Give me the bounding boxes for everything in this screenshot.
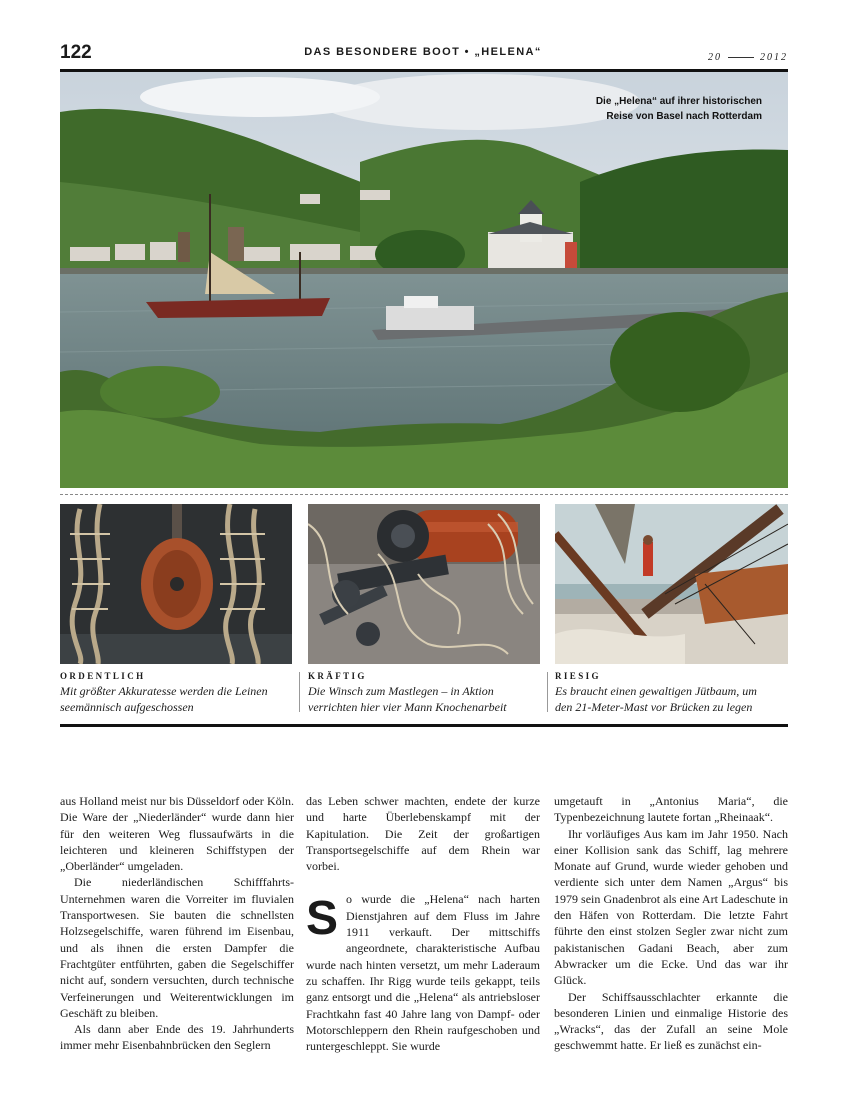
- page-number: 122: [60, 42, 92, 63]
- hero-caption-line1: Die „Helena“ auf ihrer historischen: [595, 96, 762, 107]
- paragraph: Die niederländischen Schifffahrts-Unternehmen waren die Vorreiter im fluvialen Transportwesen. Sie bauten die schnellsten Holzsegelschiffe, waren führend im Eisenbau, und als ihnen die ersten Dampfer die Frachtgüter entführten, gaben die Segelschiffer nicht auf, sondern versuchten, durch technische Verfeinerungen und Weiterentwicklungen im Geschäft zu bleiben.: [60, 875, 294, 1020]
- caption-line: seemännisch aufgeschossen: [60, 700, 194, 714]
- photo-ropes: [60, 504, 292, 664]
- caption-line: Die Winsch zum Mastlegen – in Aktion: [308, 684, 494, 698]
- issue-date: [708, 52, 788, 63]
- caption-separator: [547, 672, 548, 712]
- boom-illustration: [555, 504, 788, 664]
- photo-caption-3: [555, 671, 791, 715]
- issue-year: 2012: [760, 52, 788, 63]
- hero-caption: [596, 94, 762, 124]
- text-column-1: [60, 793, 294, 1054]
- photo-caption-1: [60, 671, 296, 715]
- text-column-3: [554, 793, 788, 1054]
- paragraph: umgetauft in „Antonius Maria“, die Typenbezeichnung lautete fortan „Rheinaak“.: [554, 794, 788, 825]
- hero-photo: [60, 72, 788, 488]
- hero-caption-line2: Reise von Basel nach Rotterdam: [606, 111, 762, 122]
- running-title: DAS BESONDERE BOOT • „HELENA“: [304, 46, 542, 58]
- caption-line: verrichten hier vier Mann Knochenarbeit: [308, 700, 507, 714]
- caption-label: RIESIG: [555, 671, 601, 681]
- paragraph: das Leben schwer machten, endete der kurze und harte Überlebenskampf mit der Kapitulation. Die Zeit der großartigen Transportsegelschiffe auf dem Rhein war vorbei.: [306, 794, 540, 874]
- caption-line: Mit größter Akkuratesse werden die Leinen: [60, 684, 268, 698]
- dotted-divider: [60, 494, 788, 495]
- winch-illustration: [308, 504, 540, 664]
- photo-caption-2: [308, 671, 544, 715]
- paragraph: aus Holland meist nur bis Düsseldorf oder Köln. Die Ware der „Niederländer“ wurde dann hier für den weiteren Weg flussaufwärts in die leichteren und kleineren Schiffstypen der „Oberländer“ umgeladen.: [60, 794, 294, 874]
- rope-block-illustration: [60, 504, 292, 664]
- rhine-castle-illustration: [60, 72, 788, 488]
- text-column-2: [306, 793, 540, 1054]
- drop-cap: S: [306, 892, 339, 946]
- paragraph: Der Schiffsausschlachter erkannte die besonderen Linien und einmalige Historie des „Wracks“, das der Zufall an seine Mole geschwemmt hatte. Er ließ es zunächst ein-: [554, 989, 788, 1053]
- issue-number: 20: [708, 52, 722, 63]
- caption-line: Es braucht einen gewaltigen Jütbaum, um: [555, 684, 757, 698]
- photo-boom: [555, 504, 788, 664]
- caption-separator: [299, 672, 300, 712]
- issue-dash: [728, 57, 754, 58]
- caption-label: ORDENTLICH: [60, 671, 146, 681]
- paragraph: Ihr vorläufiges Aus kam im Jahr 1950. Nach einer Kollision sank das Schiff, lag mehrere Monate auf Grund, wurde wieder gehoben und verdiente sich unter dem Namen „Argus“ bis 1979 sein Gnadenbrot als eine Art Ladeschute in den Häfen von Rotterdam. Die letzte Fahrt führte den einst stolzen Segler zwar nicht zum pakistanischen Gadani Beach, aber zum Abwracker um die Ecke. Und das war ihr Glück.: [554, 826, 788, 988]
- photo-winch: [308, 504, 540, 664]
- paragraph: o wurde die „Helena“ nach harten Dienstjahren auf dem Fluss im Jahre 1911 verkauft. Der mittschiffs angeordnete, charakteristische Aufbau wurde nach hinten versetzt, um mehr Laderaum zu schaffen. Ihr Rigg wurde teils gekappt, teils ganz entsorgt und die „Helena“ als antriebsloser Frachtkahn fast 40 Jahre lang von Dampf- oder Motorschleppern den Rhein raufgeschoben und runtergeschleppt. Sie wurde: [306, 892, 540, 1054]
- caption-line: den 21-Meter-Mast vor Brücken zu legen: [555, 700, 753, 714]
- caption-label: KRÄFTIG: [308, 671, 367, 681]
- paragraph: Als dann aber Ende des 19. Jahrhunderts immer mehr Eisenbahnbrücken den Seglern: [60, 1022, 294, 1053]
- middle-rule: [60, 724, 788, 727]
